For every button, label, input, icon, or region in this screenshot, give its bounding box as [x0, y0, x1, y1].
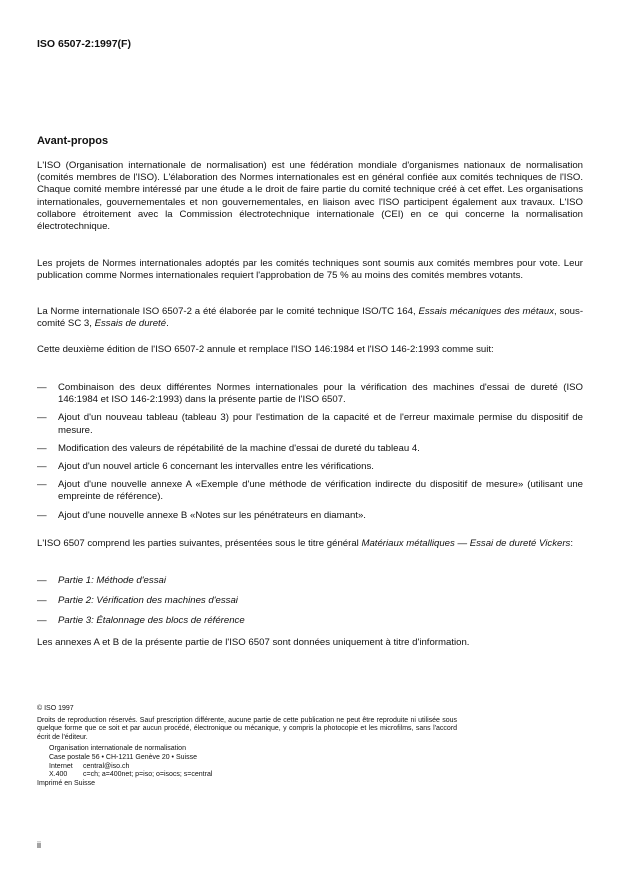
internet-value: central@iso.ch: [83, 762, 130, 770]
list-item-text: Partie 3: Étalonnage des blocs de référence: [58, 615, 245, 627]
list-dash: —: [37, 509, 47, 521]
text-span: .: [166, 318, 169, 330]
document-id: ISO 6507-2:1997(F): [37, 38, 131, 50]
list-dash: —: [37, 382, 47, 393]
x400-value: c=ch; a=400net; p=iso; o=isocs; s=central: [83, 771, 213, 779]
list-item-text: Modification des valeurs de répétabilité de la machine d'essai de dureté du tableau 4.: [58, 442, 420, 454]
internet-row: [37, 763, 457, 772]
copyright-block: [37, 705, 457, 788]
x400-row: [37, 771, 457, 780]
text-span: :: [570, 538, 573, 549]
list-item: [37, 443, 583, 455]
paragraph-voting: [37, 258, 583, 282]
list-item-text: Ajout d'un nouveau tableau (tableau 3) pour l'estimation de la capacité et de l'erreur maximale permise du dispositif de mesure.: [58, 412, 583, 436]
postal-address: Case postale 56 • CH-1211 Genève 20 • Suisse: [49, 753, 197, 761]
list-dash: —: [37, 461, 47, 473]
printed-in: Imprimé en Suisse: [37, 779, 95, 787]
list-item-text: Ajout d'un nouvel article 6 concernant les intervalles entre les vérifications.: [58, 461, 374, 473]
list-dash: —: [37, 575, 47, 586]
rights-text: Droits de reproduction réservés. Sauf prescription différente, aucune partie de cette publication ne peut être reproduite ni utilisée sous quelque forme que ce soit et par aucun procédé, électronique ou mécanique, y compris la photocopie et les microfilms, sans l'accord écrit de l'éditeur.: [37, 716, 457, 741]
parts-list: [37, 575, 583, 628]
text-span-italic: Matériaux métalliques — Essai de dureté Vickers: [361, 538, 571, 549]
page-number: ii: [37, 840, 41, 850]
list-item: [37, 595, 583, 607]
list-dash: —: [37, 479, 47, 491]
list-item-text: Partie 1: Méthode d'essai: [58, 575, 166, 586]
paragraph-text: L'ISO (Organisation internationale de normalisation) est une fédération mondiale d'organismes nationaux de normalisation (comités membres de l'ISO). L'élaboration des Normes internationales est en général confiée aux comités techniques de l'ISO. Chaque comité membre intéressé par une étude a le droit de faire partie du comité technique créé à cet effet. Les organisations internationales, gouvernementales et non gouvernementales, en liaison avec l'ISO participent également aux travaux. L'ISO collabore étroitement avec la Commission électrotechnique internationale (CEI) en ce qui concerne la normalisation électrotechnique.: [37, 160, 583, 233]
text-span: L'ISO 6507 comprend les parties suivantes, présentées sous le titre général: [37, 538, 362, 549]
paragraph-edition: [37, 344, 583, 356]
paragraph-annexes: [37, 637, 583, 649]
paragraph-parts: [37, 538, 583, 550]
x400-label: X.400: [49, 771, 68, 779]
list-dash: —: [37, 615, 47, 627]
paragraph-text: Les annexes A et B de la présente partie de l'ISO 6507 sont données uniquement à titre d'information.: [37, 637, 470, 648]
list-item: [37, 575, 583, 587]
paragraph-committee: [37, 306, 583, 330]
text-span: La Norme internationale ISO 6507-2 a été élaborée par le comité technique ISO/TC 164,: [37, 306, 419, 317]
list-item-text: Ajout d'une nouvelle annexe A «Exemple d'une méthode de vérification indirecte du dispositif de mesure» (utilisant une empreinte de référence).: [58, 479, 583, 503]
text-span-italic: Essais mécaniques des métaux: [418, 306, 555, 317]
list-dash: —: [37, 595, 47, 607]
list-item: [37, 461, 583, 473]
text-span: , sous-comité SC 3,: [37, 306, 584, 330]
list-item: [37, 382, 583, 406]
list-dash: —: [37, 442, 47, 454]
list-dash: —: [37, 412, 47, 424]
list-item: [37, 615, 583, 627]
list-item: [37, 412, 583, 436]
paragraph-text: Cette deuxième édition de l'ISO 6507-2 annule et remplace l'ISO 146:1984 et l'ISO 146-2:1993 comme suit:: [37, 344, 494, 355]
section-title: Avant-propos: [37, 135, 109, 147]
list-item-text: Partie 2: Vérification des machines d'essai: [58, 595, 238, 607]
list-item-text: Combinaison des deux différentes Normes internationales pour la vérification des machines d'essai de dureté (ISO 146:1984 et ISO 146-2:1993) dans la présente partie de l'ISO 6507.: [58, 382, 583, 406]
list-item: [37, 479, 583, 503]
copyright-line: © ISO 1997: [37, 705, 74, 712]
text-span-italic: Essais de dureté: [94, 318, 167, 330]
org-name: Organisation internationale de normalisation: [49, 745, 186, 753]
changes-list: [37, 382, 583, 522]
paragraph-intro: [37, 160, 583, 233]
list-item: [37, 510, 583, 522]
list-item-text: Ajout d'une nouvelle annexe B «Notes sur les pénétrateurs en diamant».: [58, 509, 366, 521]
paragraph-text: Les projets de Normes internationales adoptés par les comités techniques sont soumis aux comités membres pour vote. Leur publication comme Normes internationales requiert l'approbation de 75 % au moins des comités membres votants.: [37, 258, 583, 282]
internet-label: Internet: [49, 762, 73, 770]
